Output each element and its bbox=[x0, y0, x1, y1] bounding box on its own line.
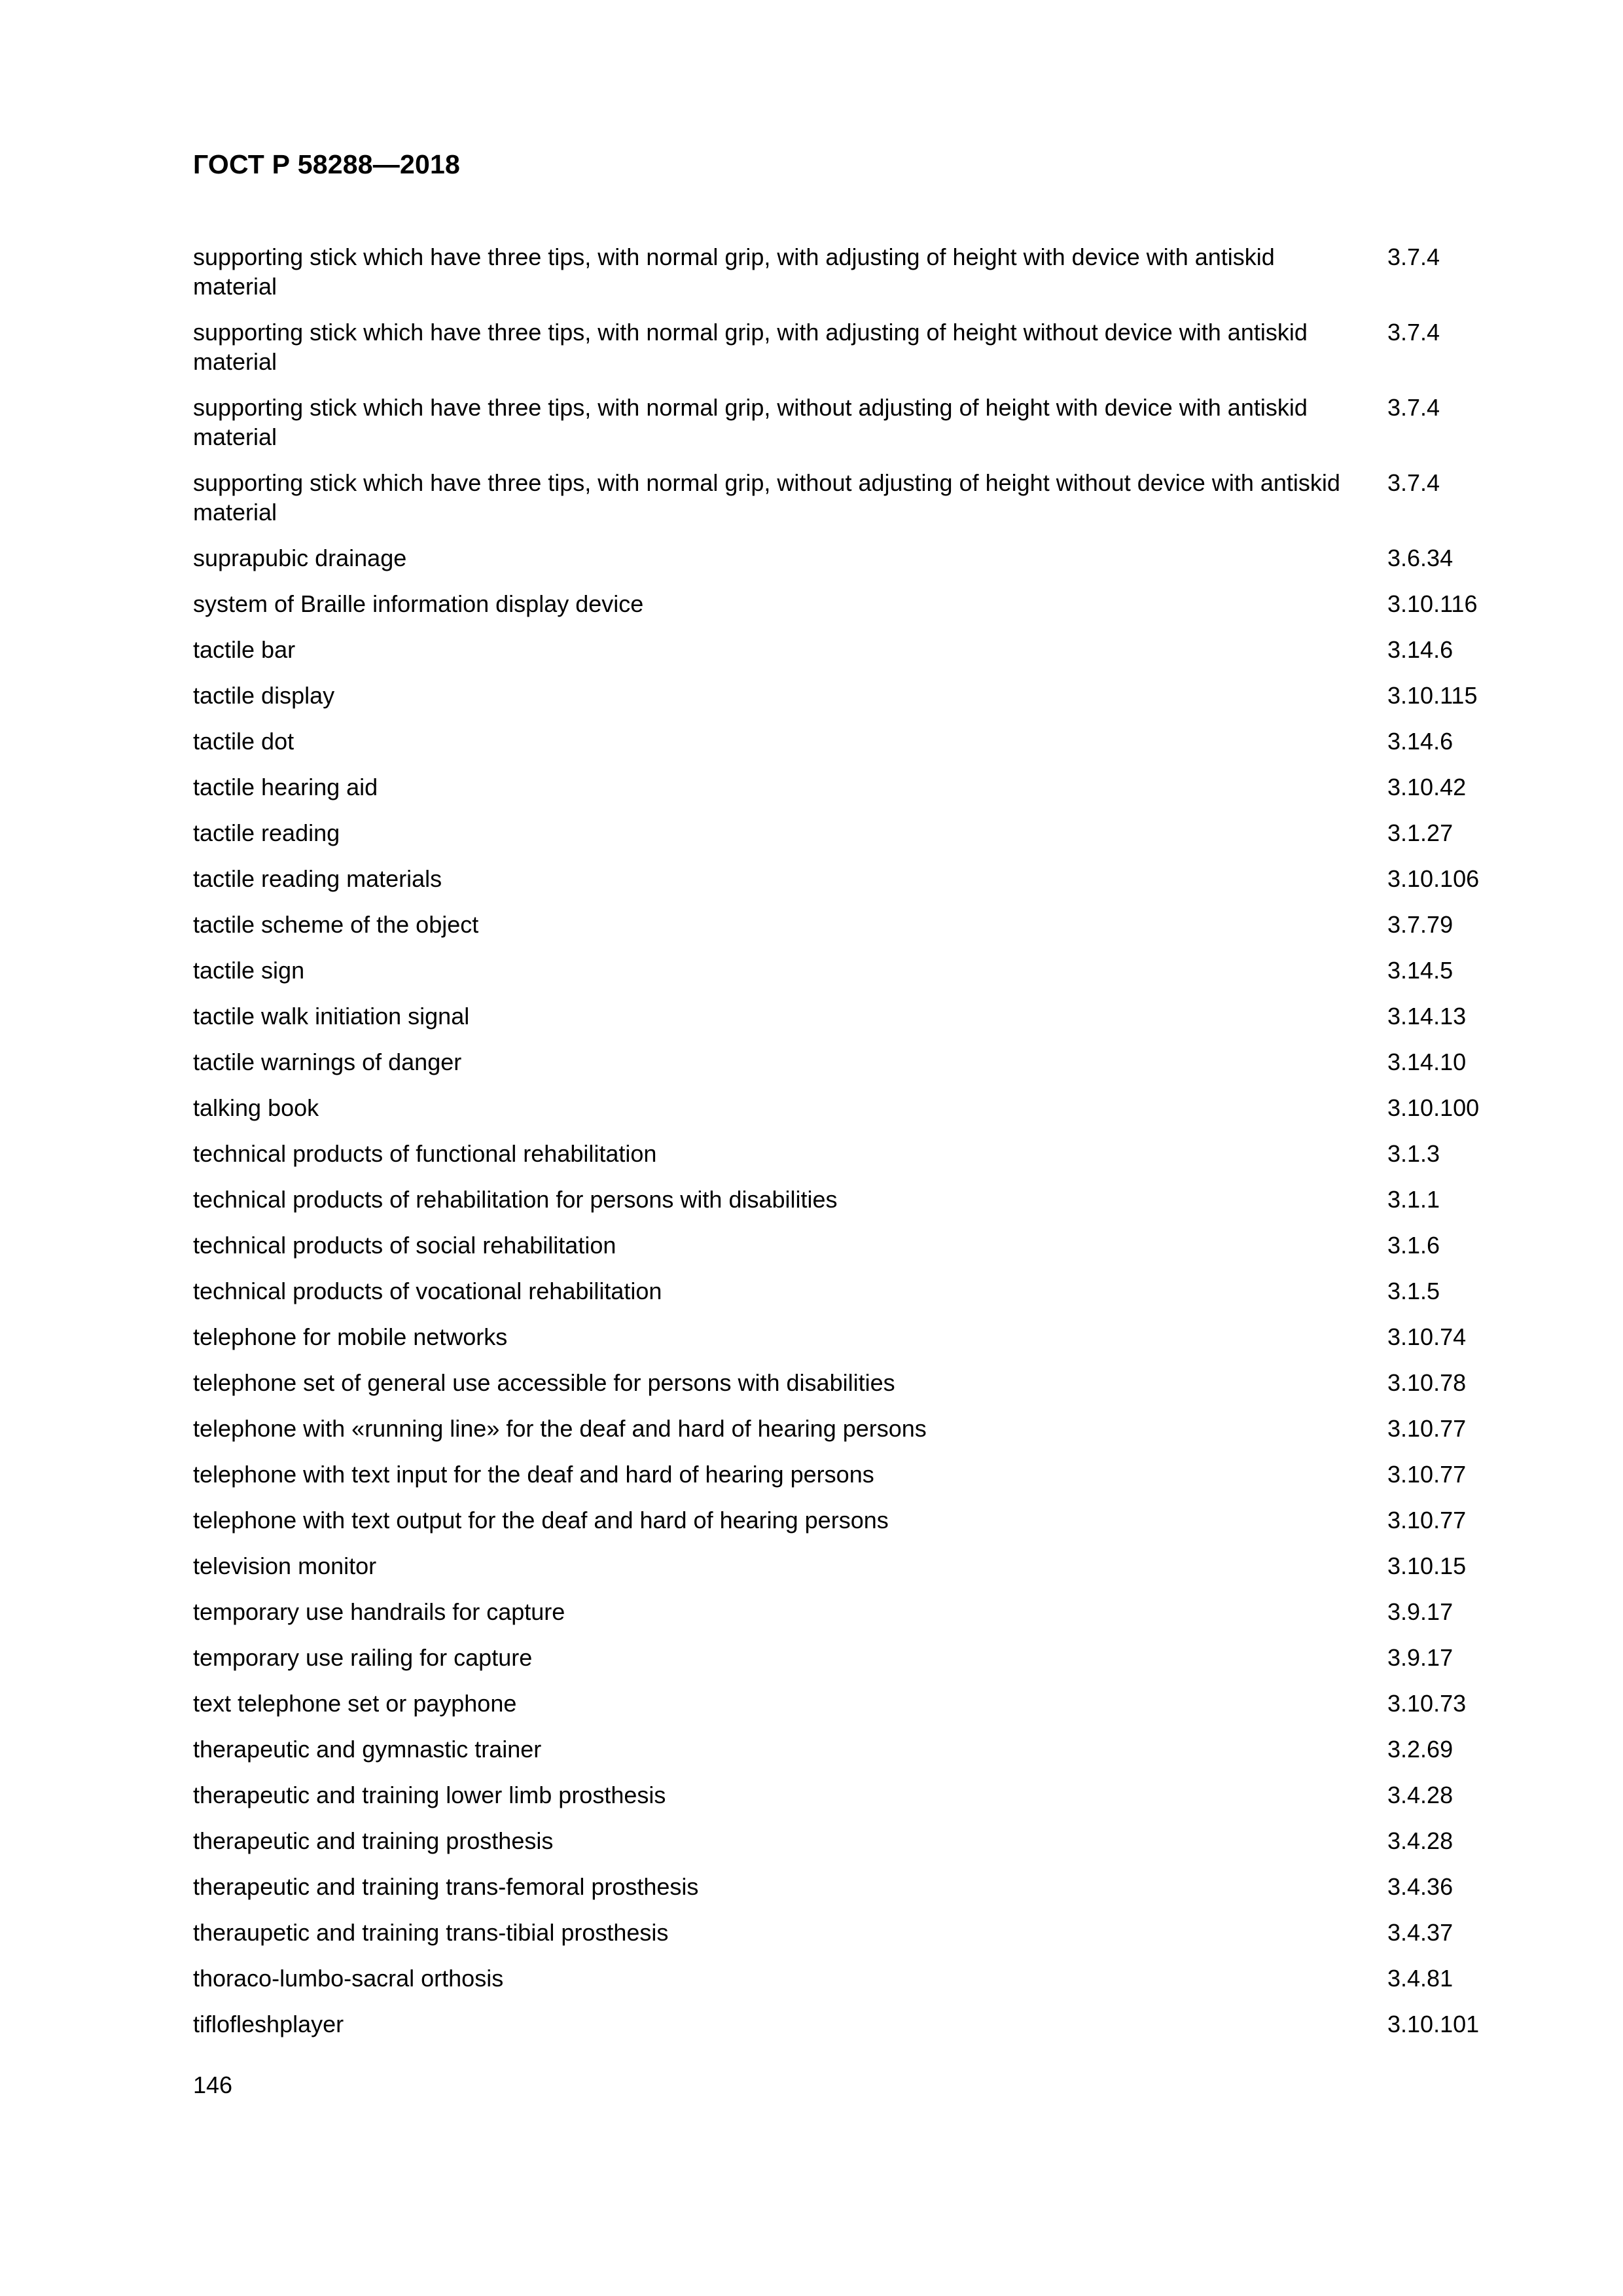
index-term: text telephone set or payphone bbox=[193, 1690, 517, 1717]
index-reference: 3.10.100 bbox=[1387, 1094, 1480, 1121]
index-term: technical products of vocational rehabilitation bbox=[193, 1278, 662, 1304]
index-term: temporary use railing for capture bbox=[193, 1644, 533, 1671]
index-list bbox=[193, 242, 1502, 2055]
index-term: tactile hearing aid bbox=[193, 774, 378, 800]
index-term: thoraco-lumbo-sacral orthosis bbox=[193, 1965, 504, 1992]
index-entry bbox=[193, 1551, 1502, 1581]
index-term: tactile bar bbox=[193, 636, 296, 663]
index-reference: 3.14.6 bbox=[1387, 728, 1454, 755]
index-term: tiflofleshplayer bbox=[193, 2011, 344, 2037]
index-entry bbox=[193, 1780, 1502, 1810]
index-entry bbox=[193, 1276, 1502, 1306]
index-term: tactile walk initiation signal bbox=[193, 1003, 470, 1030]
index-term: supporting stick which have three tips, with normal grip, with adjusting of height without device with antiskid material bbox=[193, 319, 1308, 375]
index-entry bbox=[193, 864, 1502, 893]
index-term: temporary use handrails for capture bbox=[193, 1598, 565, 1625]
index-entry bbox=[193, 317, 1502, 376]
index-reference: 3.14.6 bbox=[1387, 636, 1454, 663]
index-reference: 3.1.6 bbox=[1387, 1232, 1440, 1259]
index-term: tactile dot bbox=[193, 728, 294, 755]
index-entry bbox=[193, 818, 1502, 848]
index-term: telephone with text input for the deaf and hard of hearing persons bbox=[193, 1461, 874, 1488]
index-term: tactile scheme of the object bbox=[193, 911, 479, 938]
index-entry bbox=[193, 1918, 1502, 1947]
index-reference: 3.10.101 bbox=[1387, 2011, 1480, 2037]
index-entry bbox=[193, 2009, 1502, 2039]
index-reference: 3.4.37 bbox=[1387, 1919, 1454, 1946]
index-entry bbox=[193, 635, 1502, 664]
index-reference: 3.4.81 bbox=[1387, 1965, 1454, 1992]
index-reference: 3.4.28 bbox=[1387, 1827, 1454, 1854]
index-reference: 3.6.34 bbox=[1387, 545, 1454, 571]
index-term: theraupetic and training trans-tibial prosthesis bbox=[193, 1919, 669, 1946]
index-term: tactile reading bbox=[193, 819, 340, 846]
index-reference: 3.10.73 bbox=[1387, 1690, 1467, 1717]
index-entry bbox=[193, 726, 1502, 756]
index-reference: 3.10.74 bbox=[1387, 1323, 1467, 1350]
index-term: therapeutic and training lower limb prosthesis bbox=[193, 1782, 666, 1808]
document-header: ГОСТ Р 58288—2018 bbox=[193, 149, 460, 179]
index-entry bbox=[193, 393, 1502, 452]
index-reference: 3.9.17 bbox=[1387, 1598, 1454, 1625]
index-entry bbox=[193, 1047, 1502, 1077]
index-reference: 3.7.4 bbox=[1387, 469, 1440, 496]
index-term: telephone with text output for the deaf and hard of hearing persons bbox=[193, 1507, 889, 1534]
index-entry bbox=[193, 1826, 1502, 1856]
index-reference: 3.10.42 bbox=[1387, 774, 1467, 800]
index-term: tactile sign bbox=[193, 957, 305, 984]
index-entry bbox=[193, 1185, 1502, 1214]
index-term: technical products of social rehabilitation bbox=[193, 1232, 616, 1259]
index-reference: 3.7.4 bbox=[1387, 319, 1440, 346]
index-term: tactile reading materials bbox=[193, 865, 442, 892]
index-entry bbox=[193, 772, 1502, 802]
index-entry bbox=[193, 1414, 1502, 1443]
index-entry bbox=[193, 1643, 1502, 1672]
index-entry bbox=[193, 1734, 1502, 1764]
index-reference: 3.10.77 bbox=[1387, 1507, 1467, 1534]
index-entry bbox=[193, 910, 1502, 939]
index-reference: 3.10.78 bbox=[1387, 1369, 1467, 1396]
index-term: talking book bbox=[193, 1094, 319, 1121]
index-reference: 3.10.77 bbox=[1387, 1461, 1467, 1488]
index-reference: 3.10.15 bbox=[1387, 1552, 1467, 1579]
index-reference: 3.4.36 bbox=[1387, 1873, 1454, 1900]
index-entry bbox=[193, 1872, 1502, 1901]
index-term: telephone for mobile networks bbox=[193, 1323, 508, 1350]
index-entry bbox=[193, 1460, 1502, 1489]
index-entry bbox=[193, 1505, 1502, 1535]
index-entry bbox=[193, 468, 1502, 527]
index-entry bbox=[193, 1322, 1502, 1352]
index-term: therapeutic and gymnastic trainer bbox=[193, 1736, 542, 1763]
index-entry bbox=[193, 1139, 1502, 1168]
index-entry bbox=[193, 1230, 1502, 1260]
index-entry bbox=[193, 543, 1502, 573]
index-reference: 3.2.69 bbox=[1387, 1736, 1454, 1763]
index-term: technical products of rehabilitation for persons with disabilities bbox=[193, 1186, 838, 1213]
index-entry bbox=[193, 956, 1502, 985]
index-entry bbox=[193, 1093, 1502, 1122]
index-reference: 3.10.116 bbox=[1387, 590, 1478, 617]
index-entry bbox=[193, 589, 1502, 619]
index-term: supporting stick which have three tips, with normal grip, with adjusting of height with device with antiskid material bbox=[193, 243, 1275, 300]
index-reference: 3.10.77 bbox=[1387, 1415, 1467, 1442]
index-reference: 3.4.28 bbox=[1387, 1782, 1454, 1808]
index-reference: 3.10.106 bbox=[1387, 865, 1480, 892]
index-entry bbox=[193, 1689, 1502, 1718]
index-entry bbox=[193, 1964, 1502, 1993]
index-term: suprapubic drainage bbox=[193, 545, 407, 571]
index-term: therapeutic and training prosthesis bbox=[193, 1827, 554, 1854]
index-reference: 3.14.5 bbox=[1387, 957, 1454, 984]
index-term: system of Braille information display device bbox=[193, 590, 644, 617]
page-number: 146 bbox=[193, 2072, 233, 2098]
index-reference: 3.1.5 bbox=[1387, 1278, 1440, 1304]
index-entry bbox=[193, 242, 1502, 301]
index-term: television monitor bbox=[193, 1552, 377, 1579]
index-reference: 3.1.1 bbox=[1387, 1186, 1440, 1213]
index-reference: 3.7.79 bbox=[1387, 911, 1454, 938]
index-reference: 3.7.4 bbox=[1387, 394, 1440, 421]
index-reference: 3.1.27 bbox=[1387, 819, 1454, 846]
index-term: tactile display bbox=[193, 682, 335, 709]
index-term: technical products of functional rehabilitation bbox=[193, 1140, 657, 1167]
index-term: tactile warnings of danger bbox=[193, 1049, 462, 1075]
index-term: supporting stick which have three tips, with normal grip, without adjusting of height without device with antiskid material bbox=[193, 469, 1340, 526]
index-reference: 3.1.3 bbox=[1387, 1140, 1440, 1167]
index-term: supporting stick which have three tips, with normal grip, without adjusting of height with device with antiskid material bbox=[193, 394, 1308, 450]
index-entry bbox=[193, 1597, 1502, 1626]
index-reference: 3.9.17 bbox=[1387, 1644, 1454, 1671]
index-entry bbox=[193, 1001, 1502, 1031]
index-reference: 3.10.115 bbox=[1387, 682, 1478, 709]
index-entry bbox=[193, 1368, 1502, 1397]
index-reference: 3.7.4 bbox=[1387, 243, 1440, 270]
index-term: therapeutic and training trans-femoral prosthesis bbox=[193, 1873, 699, 1900]
index-term: telephone set of general use accessible for persons with disabilities bbox=[193, 1369, 895, 1396]
index-reference: 3.14.13 bbox=[1387, 1003, 1467, 1030]
index-reference: 3.14.10 bbox=[1387, 1049, 1467, 1075]
index-entry bbox=[193, 681, 1502, 710]
index-term: telephone with «running line» for the deaf and hard of hearing persons bbox=[193, 1415, 927, 1442]
